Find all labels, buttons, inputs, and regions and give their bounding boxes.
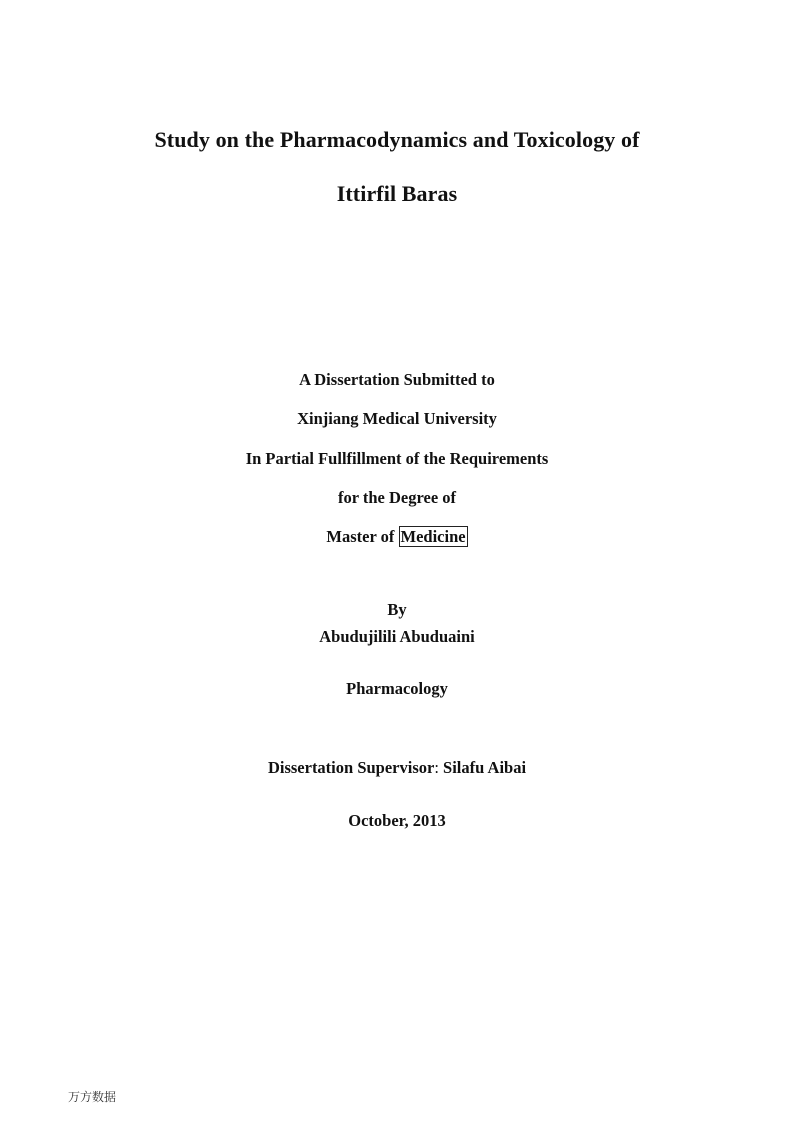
submission-statement: A Dissertation Submitted to [299, 370, 495, 389]
author-by: By [387, 600, 407, 619]
author-name: Abudujilili Abuduaini [319, 627, 475, 646]
degree-prefix: Master of [326, 527, 399, 546]
supervisor-line [0, 758, 794, 778]
title-line-1: Study on the Pharmacodynamics and Toxicology of [154, 127, 640, 152]
watermark-text: 万方数据 [68, 1090, 117, 1104]
degree-field: Medicine [400, 527, 466, 546]
university-name: Xinjiang Medical University [297, 409, 497, 428]
degree-line [0, 527, 794, 547]
supervisor-name: Silafu Aibai [443, 758, 527, 777]
requirement-statement: In Partial Fullfillment of the Requirements [245, 449, 549, 468]
submission-date: October, 2013 [348, 811, 446, 830]
title-line-2: Ittirfil Baras [336, 181, 458, 206]
supervisor-label: Dissertation Supervisor [267, 758, 435, 777]
author-major: Pharmacology [346, 679, 448, 698]
supervisor-separator: : [434, 758, 444, 777]
degree-intro: for the Degree of [337, 488, 457, 507]
